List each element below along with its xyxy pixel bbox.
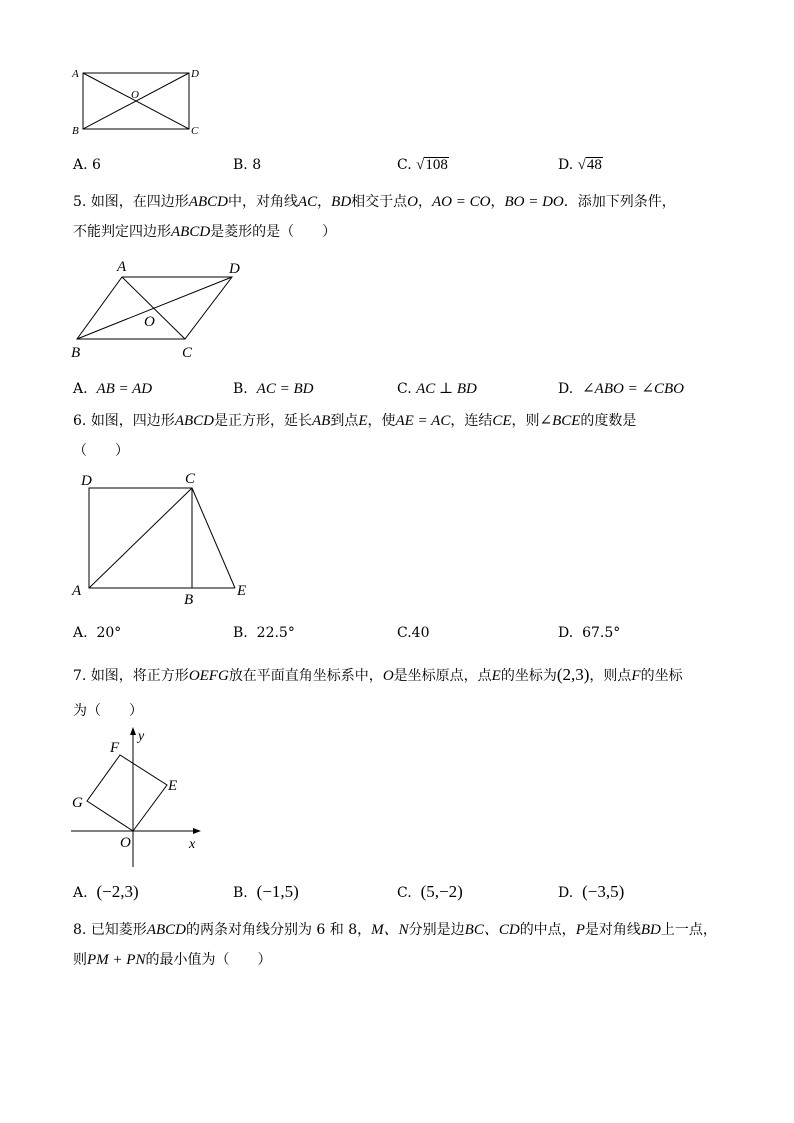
q4-label-b: B <box>72 125 79 137</box>
q8-question-line1: 8. 已知菱形ABCD的两条对角线分别为 6 和 8，M、N分别是边BC、CD的中点，P是对角线BD上一点， <box>73 922 717 938</box>
q7-label-g: G <box>72 795 83 811</box>
q4-label-c: C <box>191 125 199 137</box>
y-axis-arrow <box>130 727 136 735</box>
q7-label-e: E <box>168 778 178 794</box>
q4-option-b: B. 8 <box>233 157 262 173</box>
q7-option-d: D. (−3,5) <box>558 882 625 901</box>
q8-question-line2: 则PM + PN的最小值为（ ） <box>73 952 272 968</box>
q4-rectangle-figure <box>65 60 215 140</box>
q6-label-c: C <box>185 471 196 487</box>
q6-option-a: A. 20° <box>73 625 122 641</box>
q5-label-b: B <box>71 345 81 361</box>
q6-question-line1: 6. 如图，四边形ABCD是正方形，延长AB到点E，使AE = AC，连结CE，则∠BCE的度数是 <box>73 413 637 429</box>
q5-label-a: A <box>117 259 127 275</box>
q6-option-c: C.40 <box>397 625 430 641</box>
q5-option-c: C. AC ⊥ BD <box>397 381 477 397</box>
q5-question-line1: 5. 如图，在四边形ABCD中，对角线AC，BD相交于点O，AO = CO，BO = DO．添加下列条件， <box>73 194 676 210</box>
q5-parallelogram-figure <box>65 255 260 365</box>
q4-option-a: A. 6 <box>73 157 101 173</box>
q4-label-d: D <box>191 68 199 80</box>
q5-label-d: D <box>229 261 240 277</box>
x-axis-arrow <box>193 828 201 834</box>
q6-label-a: A <box>72 583 82 599</box>
q5-option-d: D. ∠ABO = ∠CBO <box>558 381 685 397</box>
q6-label-e: E <box>237 583 247 599</box>
q6-question-line2: （ ） <box>73 443 129 459</box>
q7-label-f: F <box>110 740 120 756</box>
q5-question-line2: 不能判定四边形ABCD是菱形的是（ ） <box>73 224 337 240</box>
q7-question-line1: 7. 如图，将正方形OEFG放在平面直角坐标系中，O是坐标原点，点E的坐标为(2,3)，则点F的坐标 <box>73 665 683 684</box>
q4-label-o: O <box>131 89 139 101</box>
q6-label-d: D <box>81 473 92 489</box>
q7-label-y: y <box>138 729 145 744</box>
q7-label-x: x <box>189 837 196 852</box>
q5-option-b: B. AC = BD <box>233 381 314 397</box>
q6-label-b: B <box>184 592 194 608</box>
q5-label-o: O <box>144 314 155 330</box>
q6-square-figure <box>65 465 265 610</box>
q5-label-c: C <box>182 345 193 361</box>
q7-option-a: A. (−2,3) <box>73 882 139 901</box>
q6-option-d: D. 67.5° <box>558 625 621 641</box>
q4-option-d: D. √48 <box>558 157 602 173</box>
q6-option-b: B. 22.5° <box>233 625 295 641</box>
q7-option-c: C. (5,−2) <box>397 882 463 901</box>
q7-coordinate-figure <box>65 725 215 870</box>
q7-label-o: O <box>120 835 131 851</box>
q5-option-a: A. AB = AD <box>73 381 153 397</box>
q4-label-a: A <box>72 68 79 80</box>
q7-option-b: B. (−1,5) <box>233 882 299 901</box>
q7-question-line2: 为（ ） <box>73 703 143 719</box>
q4-option-c: C. √108 <box>397 157 448 173</box>
